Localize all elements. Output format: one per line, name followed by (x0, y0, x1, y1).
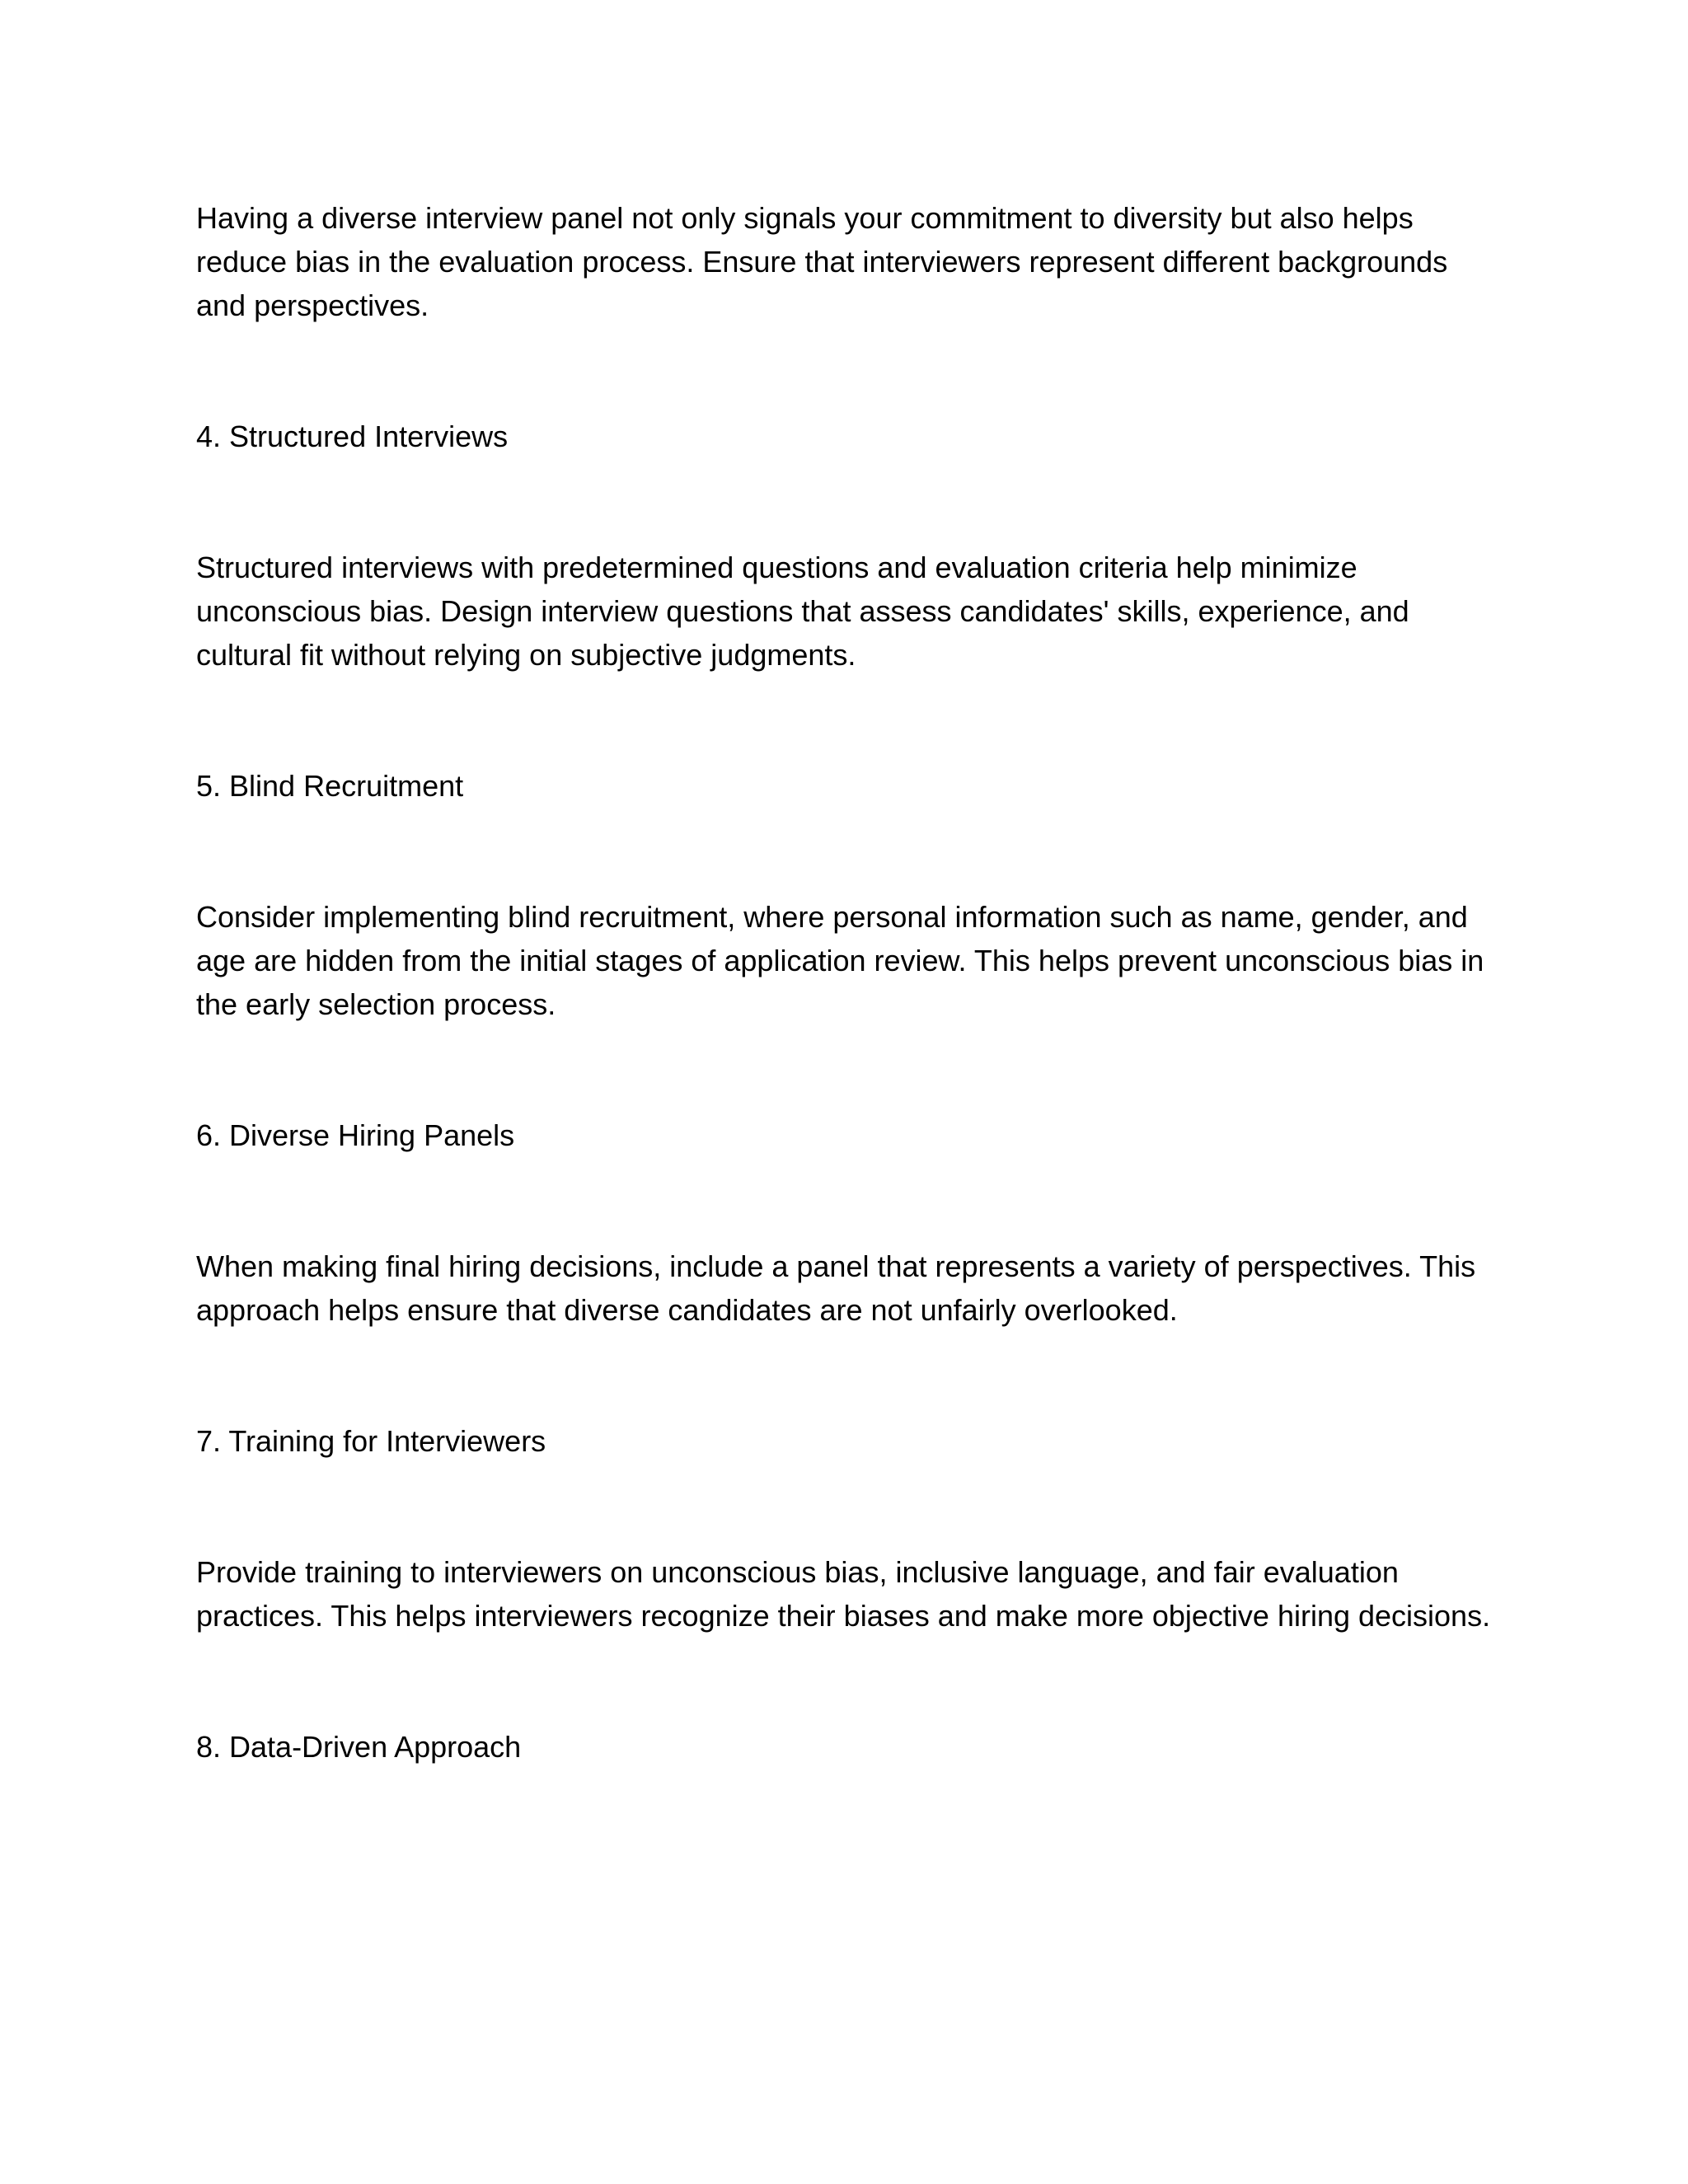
paragraph-diverse-interview-panel: Having a diverse interview panel not only signals your commitment to diversity but also helps reduce bias in the evaluation process. Ensure that interviewers represent different backgrounds and perspectives. (196, 201, 1448, 322)
heading-data-driven-approach: 8. Data-Driven Approach (196, 1730, 522, 1764)
heading-structured-interviews: 4. Structured Interviews (196, 419, 509, 453)
paragraph-training-for-interviewers: Provide training to interviewers on unconscious bias, inclusive language, and fair evaluation practices. This helps interviewers recognize their biases and make more objective hiring decisions. (196, 1555, 1491, 1633)
heading-training-for-interviewers: 7. Training for Interviewers (196, 1424, 546, 1458)
paragraph-blind-recruitment: Consider implementing blind recruitment, where personal information such as name, gender, and age are hidden from the initial stages of application review. This helps prevent unconscious bias in the early selection process. (196, 900, 1484, 1021)
paragraph-diverse-hiring-panels: When making final hiring decisions, include a panel that represents a variety of perspectives. This approach helps ensure that diverse candidates are not unfairly overlooked. (196, 1249, 1476, 1327)
paragraph-structured-interviews: Structured interviews with predetermined questions and evaluation criteria help minimize unconscious bias. Design interview questions that assess candidates' skills, experience, and cultural fit without relying on subjective judgments. (196, 551, 1409, 672)
heading-blind-recruitment: 5. Blind Recruitment (196, 769, 464, 803)
heading-diverse-hiring-panels: 6. Diverse Hiring Panels (196, 1118, 515, 1152)
document-body (196, 196, 1498, 1856)
